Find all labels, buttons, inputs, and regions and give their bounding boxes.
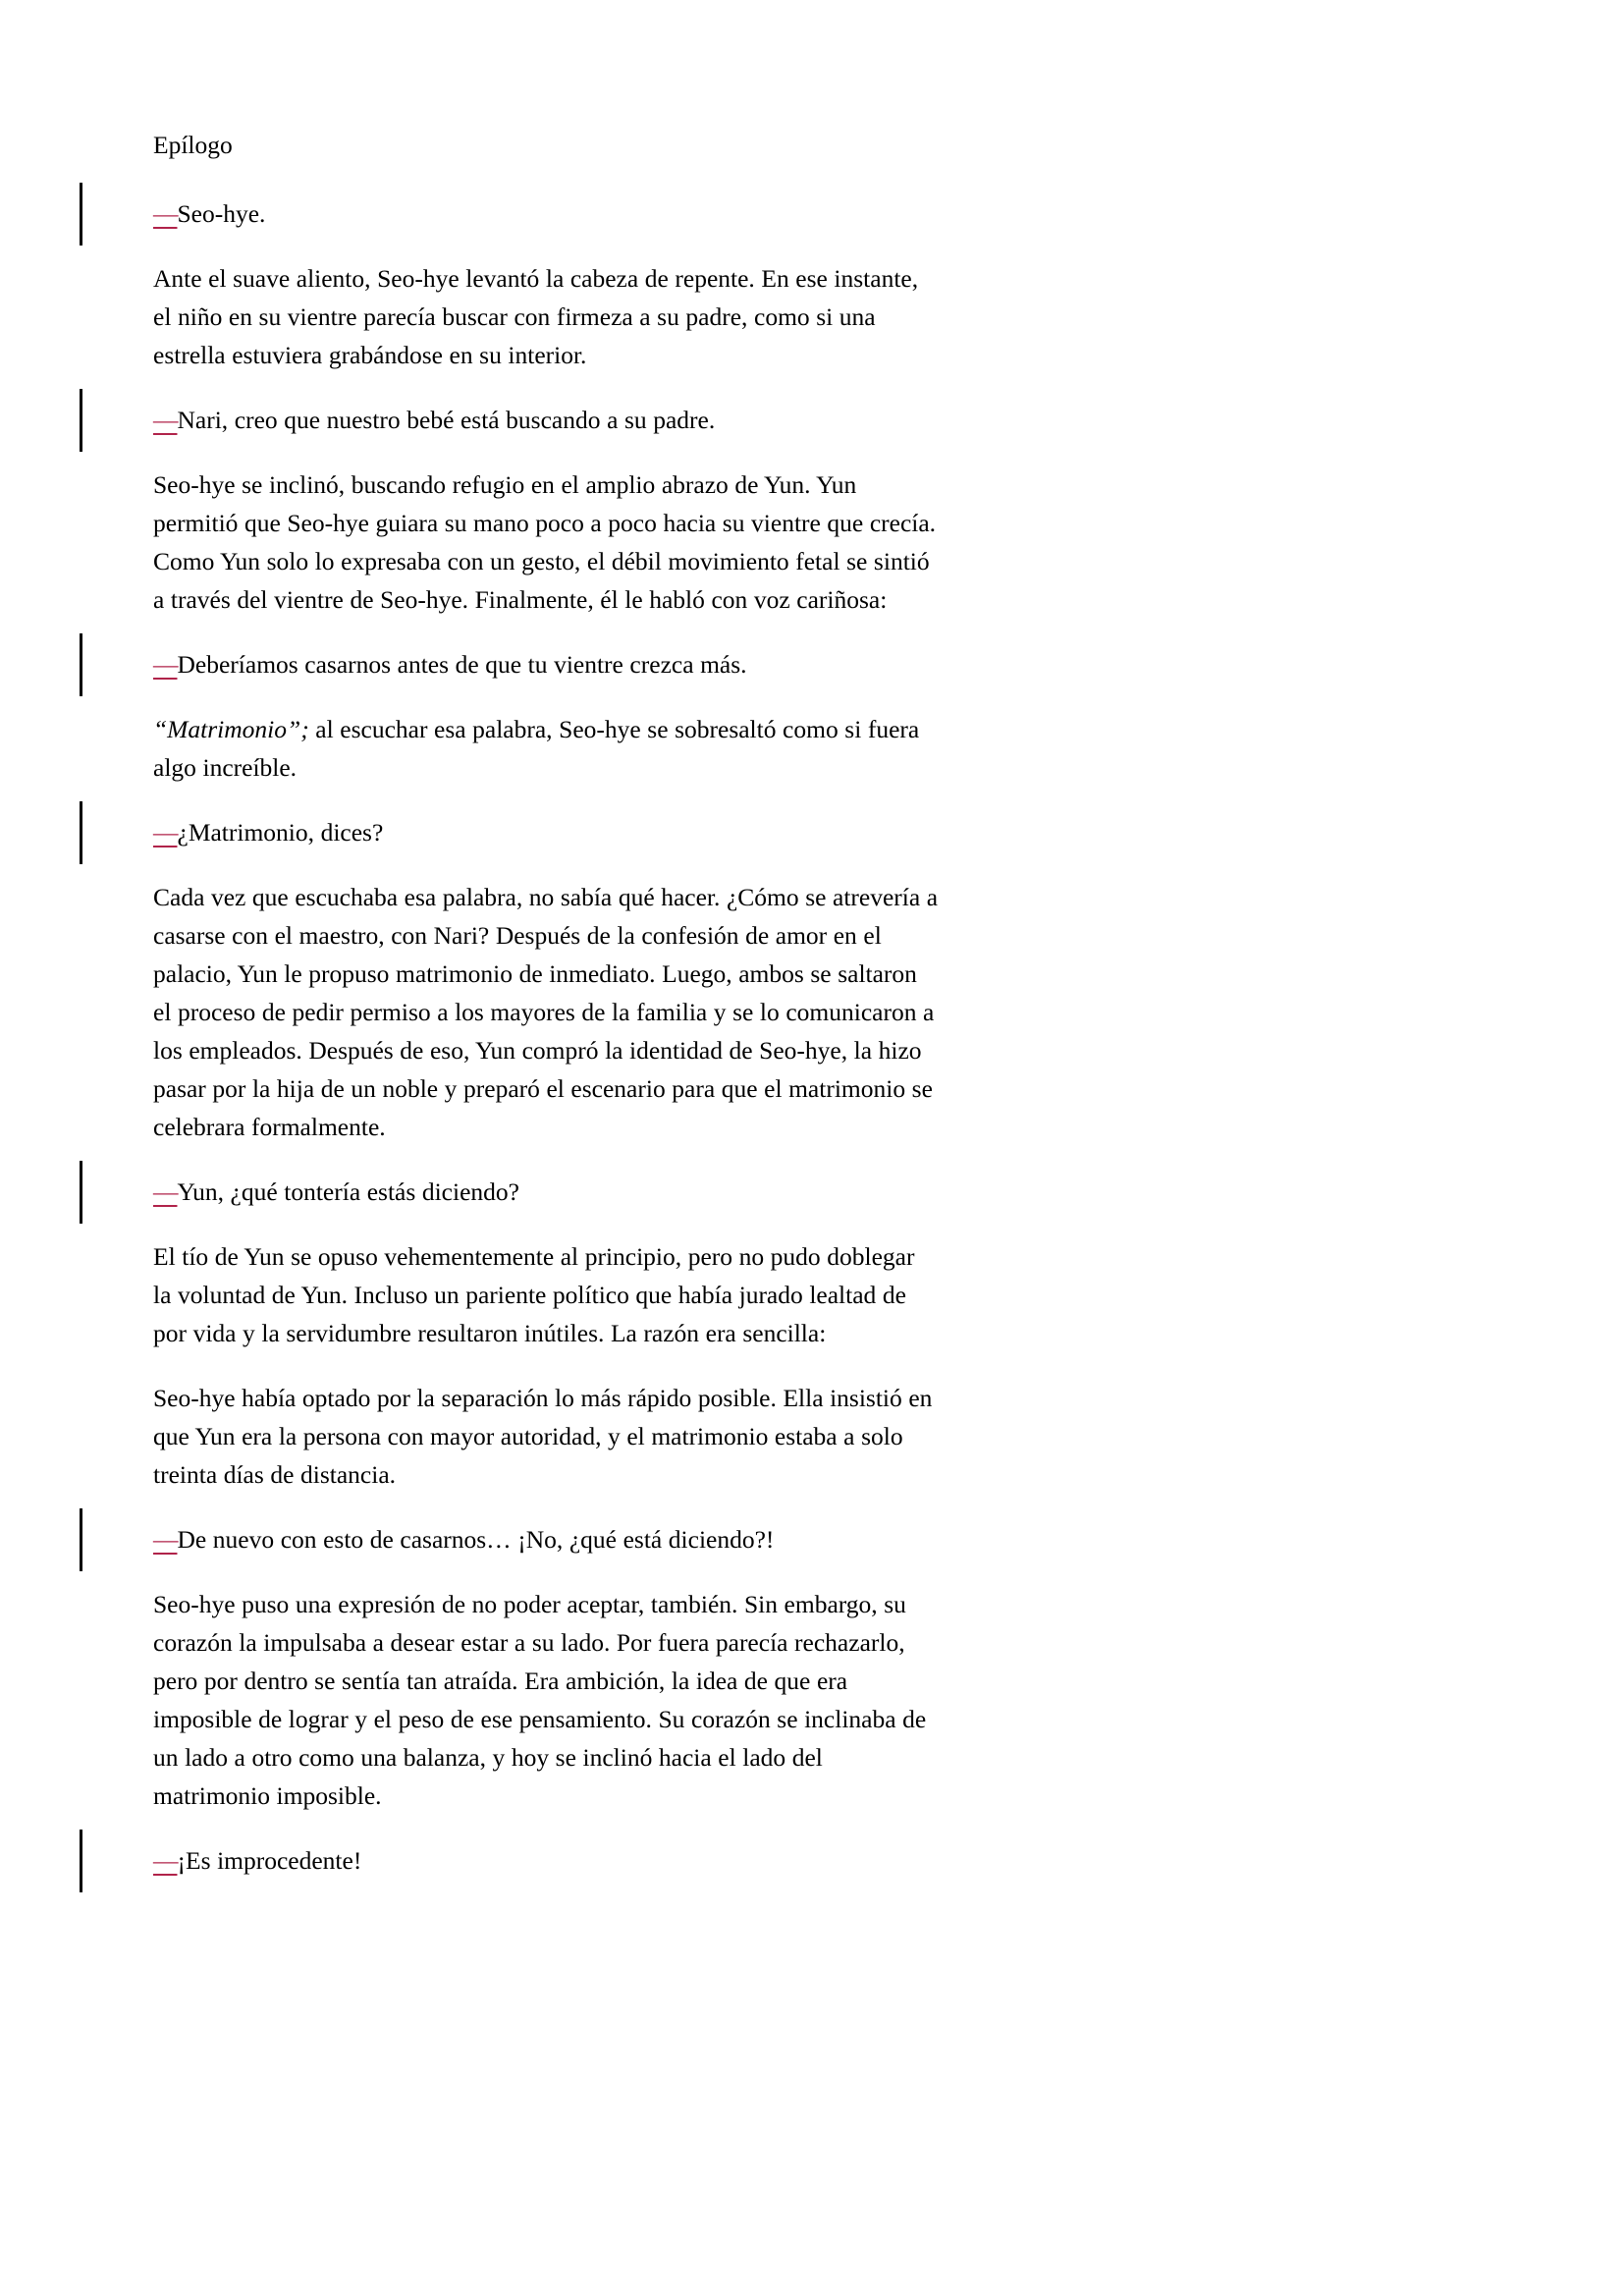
change-bar — [80, 183, 82, 246]
dialogue-text: Deberíamos casarnos antes de que tu vientre crezca más. — [177, 650, 747, 679]
paragraph-text: Cada vez que escuchaba esa palabra, no sabía qué hacer. ¿Cómo se atrevería a casarse con el maestro, con Nari? Después de la confesión de amor en el palacio, Yun le propuso matrimonio de inmediato. Luego, ambos se saltaron el proceso de pedir permiso a los mayores de la familia y se lo comunicaron a los empleados. Después de eso, Yun compró la identidad de Seo-hye, la hizo pasar por la hija de un noble y preparó el escenario para que el matrimonio se celebrara formalmente. — [153, 883, 939, 1141]
dialogue-text: De nuevo con esto de casarnos… ¡No, ¿qué está diciendo?! — [177, 1525, 775, 1554]
narration-paragraph-cada-vez-que-escuchaba — [153, 878, 939, 1146]
change-bar — [80, 1830, 82, 1892]
dialogue-dash-icon: — — [153, 818, 178, 847]
paragraph-text: Seo-hye se inclinó, buscando refugio en el amplio abrazo de Yun. Yun permitió que Seo-hye guiara su mano poco a poco hacia su vientre que crecía. Como Yun solo lo expresaba con un gesto, el débil movimiento fetal se sintió a través del vientre de Seo-hye. Finalmente, él le habló con voz cariñosa: — [153, 470, 937, 614]
dialogue-paragraph-de-nuevo-con-esto — [153, 1520, 939, 1558]
dialogue-paragraph-deberiamos-casarnos — [153, 645, 939, 683]
change-bar — [80, 801, 82, 864]
change-bar — [80, 1161, 82, 1224]
narration-paragraph-seo-hye-puso-una-expresion — [153, 1585, 939, 1815]
dialogue-dash-icon: — — [153, 1846, 178, 1875]
dialogue-text: ¿Matrimonio, dices? — [177, 818, 384, 847]
narration-paragraph-seo-hye-se-inclino — [153, 465, 939, 619]
change-bar — [80, 389, 82, 452]
paragraph-text: Seo-hye puso una expresión de no poder aceptar, también. Sin embargo, su corazón la impulsaba a desear estar a su lado. Por fuera parecía rechazarlo, pero por dentro se sentía tan atraída. Era ambición, la idea de que era imposible de lograr y el peso de ese pensamiento. Su corazón se inclinaba de un lado a otro como una balanza, y hoy se inclinó hacia el lado del matrimonio imposible. — [153, 1590, 927, 1810]
page-title: Epílogo — [153, 131, 233, 159]
paragraph-text: Ante el suave aliento, Seo-hye levantó la cabeza de repente. En ese instante, el niño en su vientre parecía buscar con firmeza a su padre, como si una estrella estuviera grabándose en su interior. — [153, 264, 919, 369]
dialogue-dash-icon: — — [153, 650, 178, 679]
dialogue-dash-icon: — — [153, 1177, 178, 1206]
dialogue-paragraph-yun-tonteria — [153, 1173, 939, 1211]
narration-paragraph-matrimonio — [153, 710, 939, 787]
document-content — [153, 126, 939, 1906]
dialogue-dash-icon: — — [153, 406, 178, 434]
narration-paragraph-ante-el-suave-aliento — [153, 259, 939, 374]
dialogue-dash-icon: — — [153, 199, 178, 228]
paragraph-text: al escuchar esa palabra, Seo-hye se sobresaltó como si fuera algo increíble. — [153, 715, 920, 782]
change-bar — [80, 1508, 82, 1571]
dialogue-text: Nari, creo que nuestro bebé está buscando a su padre. — [177, 406, 716, 434]
dialogue-dash-icon: — — [153, 1525, 178, 1554]
dialogue-paragraph-matrimonio-dices — [153, 813, 939, 851]
dialogue-text: Seo-hye. — [177, 199, 266, 228]
paragraph-text: Seo-hye había optado por la separación lo más rápido posible. Ella insistió en que Yun era la persona con mayor autoridad, y el matrimonio estaba a solo treinta días de distancia. — [153, 1384, 933, 1489]
dialogue-paragraph-seo-hye — [153, 194, 939, 233]
dialogue-text: Yun, ¿qué tontería estás diciendo? — [177, 1177, 519, 1206]
narration-paragraph-el-tio-de-yun — [153, 1237, 939, 1352]
dialogue-paragraph-nari-bebe — [153, 401, 939, 439]
paragraph-text: El tío de Yun se opuso vehementemente al principio, pero no pudo doblegar la voluntad de Yun. Incluso un pariente político que había jurado lealtad de por vida y la servidumbre resultaron inútiles. La razón era sencilla: — [153, 1242, 915, 1347]
change-bar — [80, 633, 82, 696]
dialogue-paragraph-es-improcedente — [153, 1841, 939, 1880]
dialogue-text: ¡Es improcedente! — [177, 1846, 362, 1875]
narration-paragraph-seo-hye-habia-optado — [153, 1379, 939, 1494]
italic-quoted-word: “Matrimonio”; — [153, 715, 309, 743]
